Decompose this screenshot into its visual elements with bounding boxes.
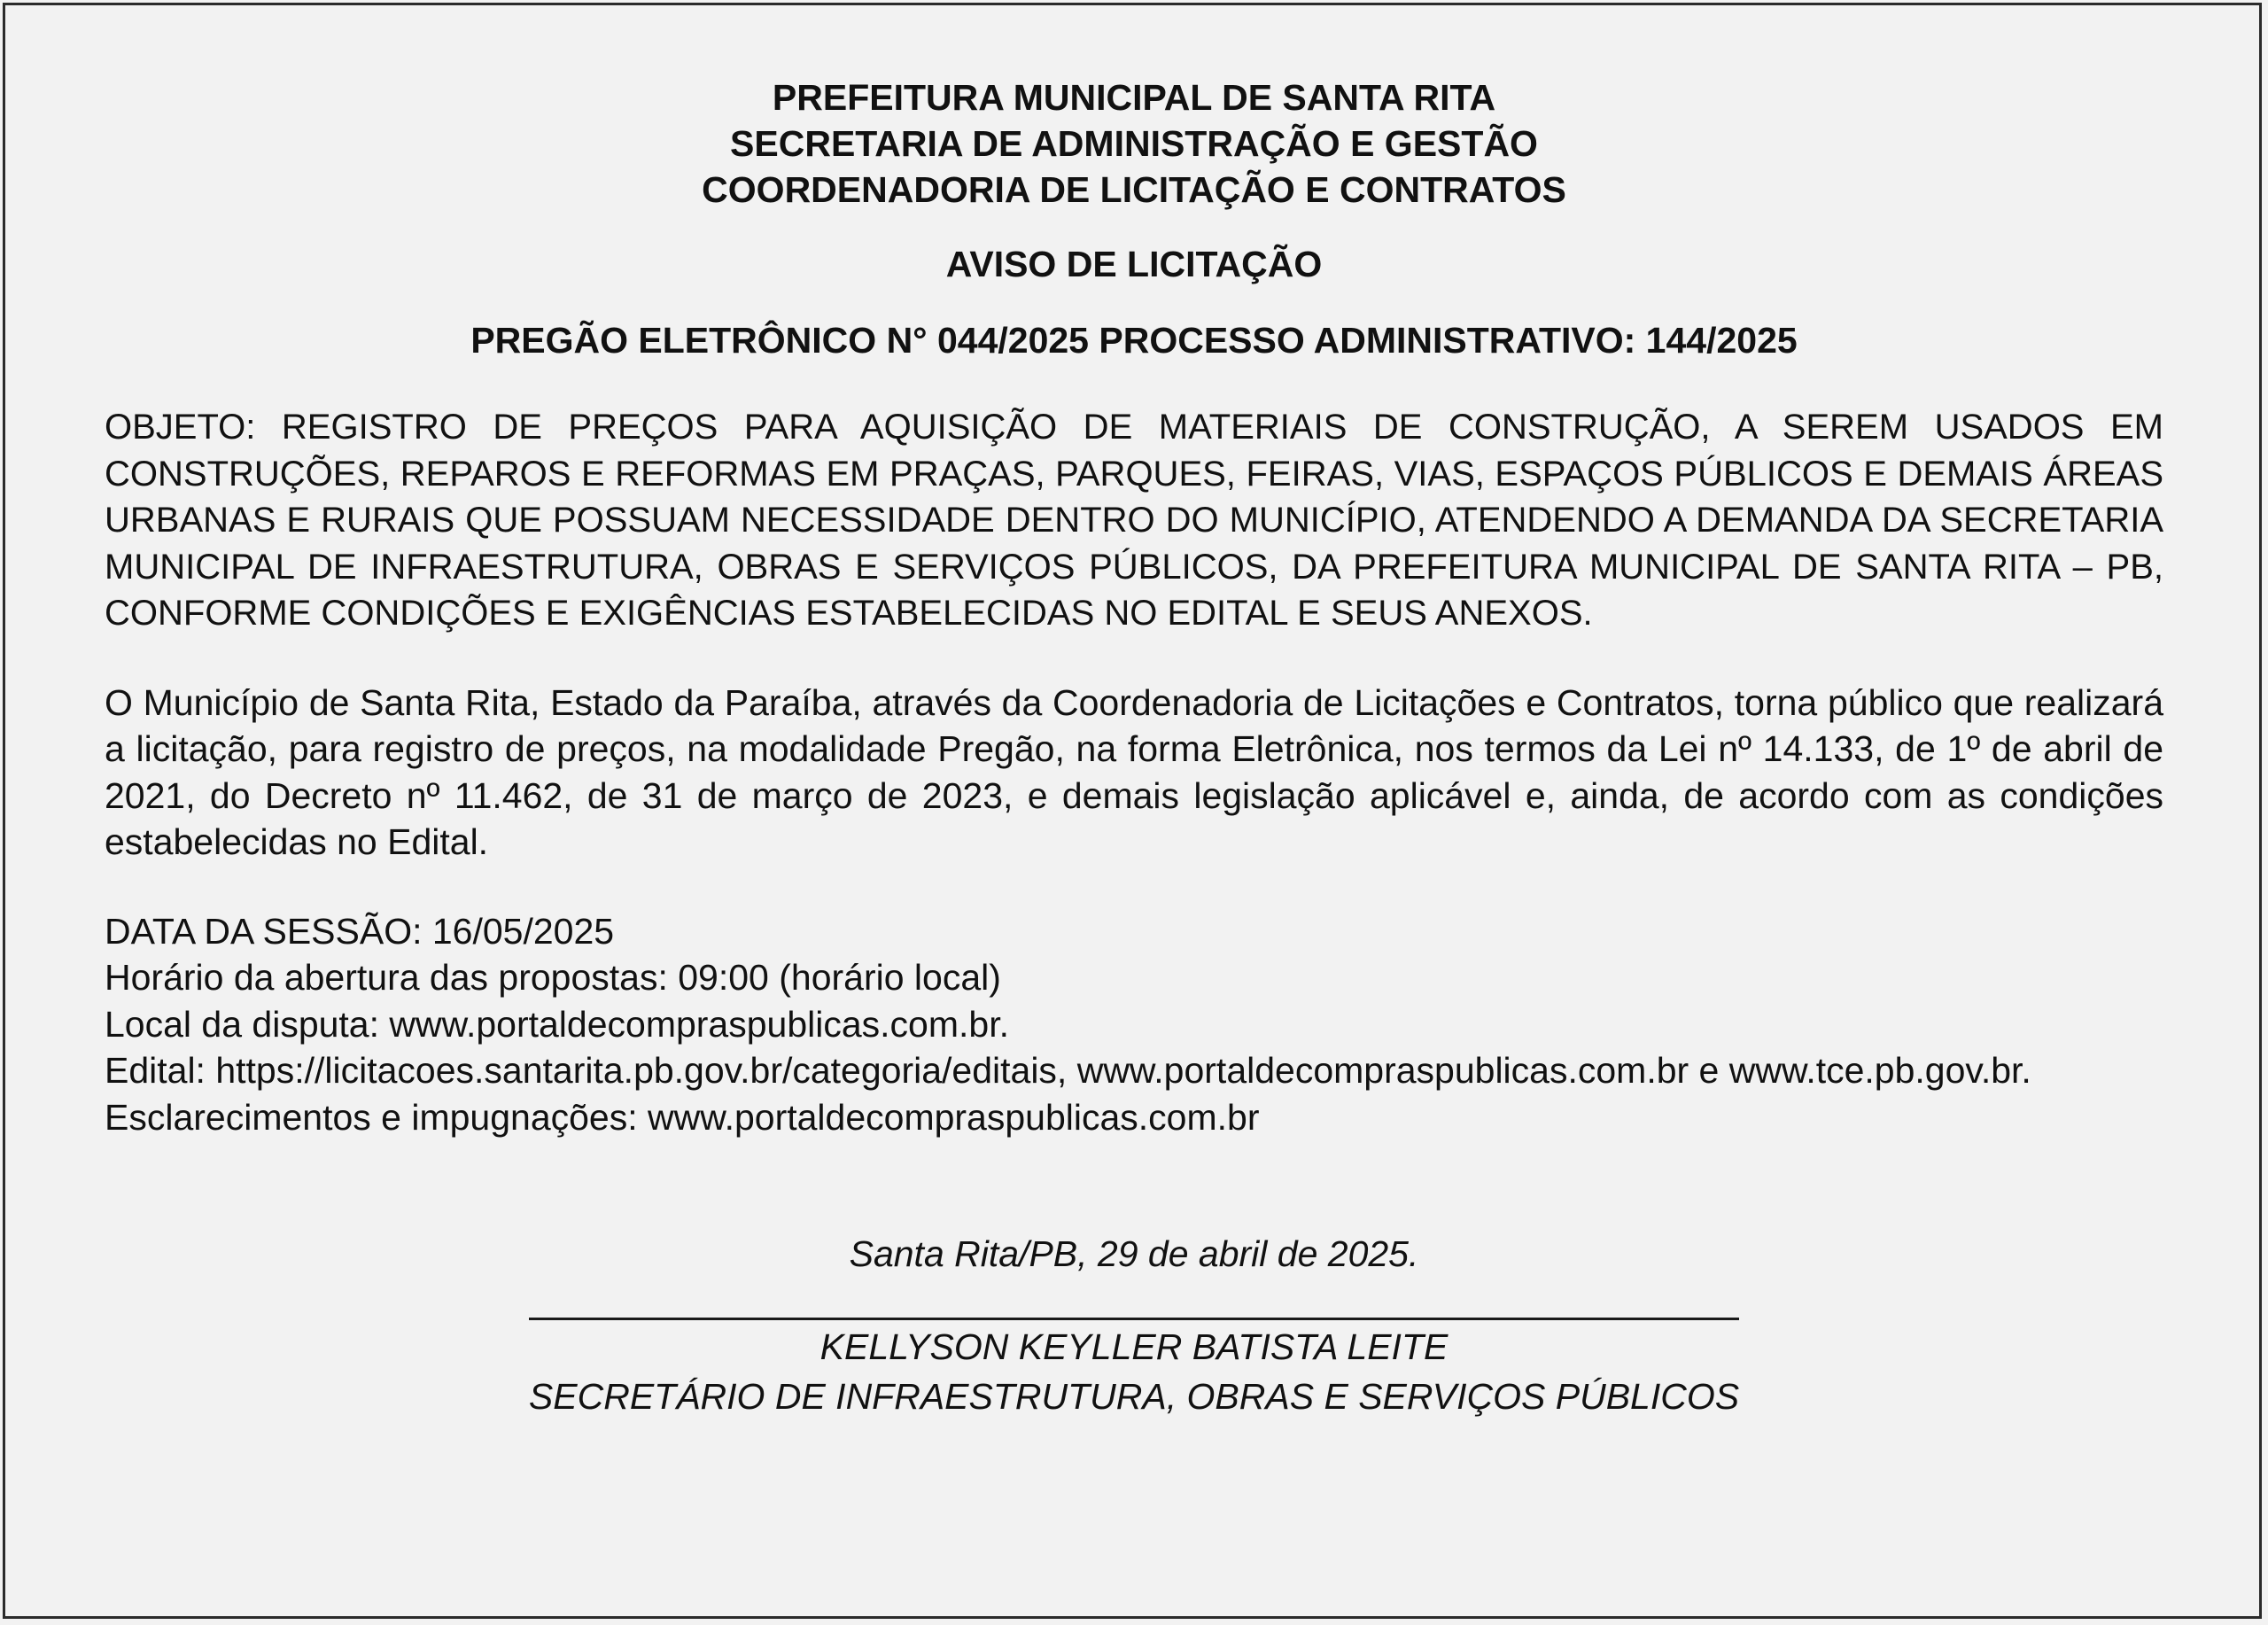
opening-time: Horário da abertura das propostas: 09:00 (horário local): [105, 957, 1001, 998]
dispute-location: Local da disputa: www.portaldecompraspublicas.com.br.: [105, 1003, 1009, 1045]
issuer-line-secretariat: SECRETARIA DE ADMINISTRAÇÃO E GESTÃO: [730, 123, 1538, 164]
place-date: Santa Rita/PB, 29 de abril de 2025.: [849, 1233, 1419, 1274]
signer-role: SECRETÁRIO DE INFRAESTRUTURA, OBRAS E SERVIÇOS PÚBLICOS: [528, 1376, 1740, 1417]
issuer-header: [105, 74, 2163, 213]
notice-document: [105, 74, 2163, 1419]
session-date: DATA DA SESSÃO: 16/05/2025: [105, 910, 615, 952]
announcement-paragraph: O Município de Santa Rita, Estado da Paraíba, através da Coordenadoria de Licitações e Contratos, torna público que realizará a licitação, para registro de preços, na modalidade Pregão, na forma Eletrônica, nos termos da Lei nº 14.133, de 1º de abril de 2021, do Decreto nº 11.462, de 31 de março de 2023, e demais legislação aplicável e, ainda, de acordo com as condições estabelecidas no Edital.: [105, 681, 2163, 862]
issuer-line-municipality: PREFEITURA MUNICIPAL DE SANTA RITA: [772, 77, 1496, 118]
notice-title: AVISO DE LICITAÇÃO: [945, 244, 1323, 284]
process-title: PREGÃO ELETRÔNICO N° 044/2025 PROCESSO ADMINISTRATIVO: 144/2025: [470, 320, 1798, 361]
session-details: [105, 908, 2163, 1141]
clarifications: Esclarecimentos e impugnações: www.portaldecompraspublicas.com.br: [105, 1096, 1260, 1138]
issuer-line-coordination: COORDENADORIA DE LICITAÇÃO E CONTRATOS: [702, 169, 1566, 210]
object-paragraph: OBJETO: REGISTRO DE PREÇOS PARA AQUISIÇÃO DE MATERIAIS DE CONSTRUÇÃO, A SEREM USADOS EM CONSTRUÇÕES, REPAROS E REFORMAS EM PRAÇAS, PARQUES, FEIRAS, VIAS, ESPAÇOS PÚBLICOS E DEMAIS ÁREAS URBANAS E RURAIS QUE POSSUAM NECESSIDADE DENTRO DO MUNICÍPIO, ATENDENDO A DEMANDA DA SECRETARIA MUNICIPAL DE INFRAESTRUTURA, OBRAS E SERVIÇOS PÚBLICOS, DA PREFEITURA MUNICIPAL DE SANTA RITA – PB, CONFORME CONDIÇÕES E EXIGÊNCIAS ESTABELECIDAS NO EDITAL E SEUS ANEXOS.: [105, 408, 2163, 633]
signer-name: KELLYSON KEYLLER BATISTA LEITE: [819, 1326, 1449, 1367]
edital-links: Edital: https://licitacoes.santarita.pb.gov.br/categoria/editais, www.portaldecompraspublicas.com.br e www.tce.pb.gov.br.: [105, 1050, 2031, 1091]
signature-line: [529, 1318, 1739, 1320]
